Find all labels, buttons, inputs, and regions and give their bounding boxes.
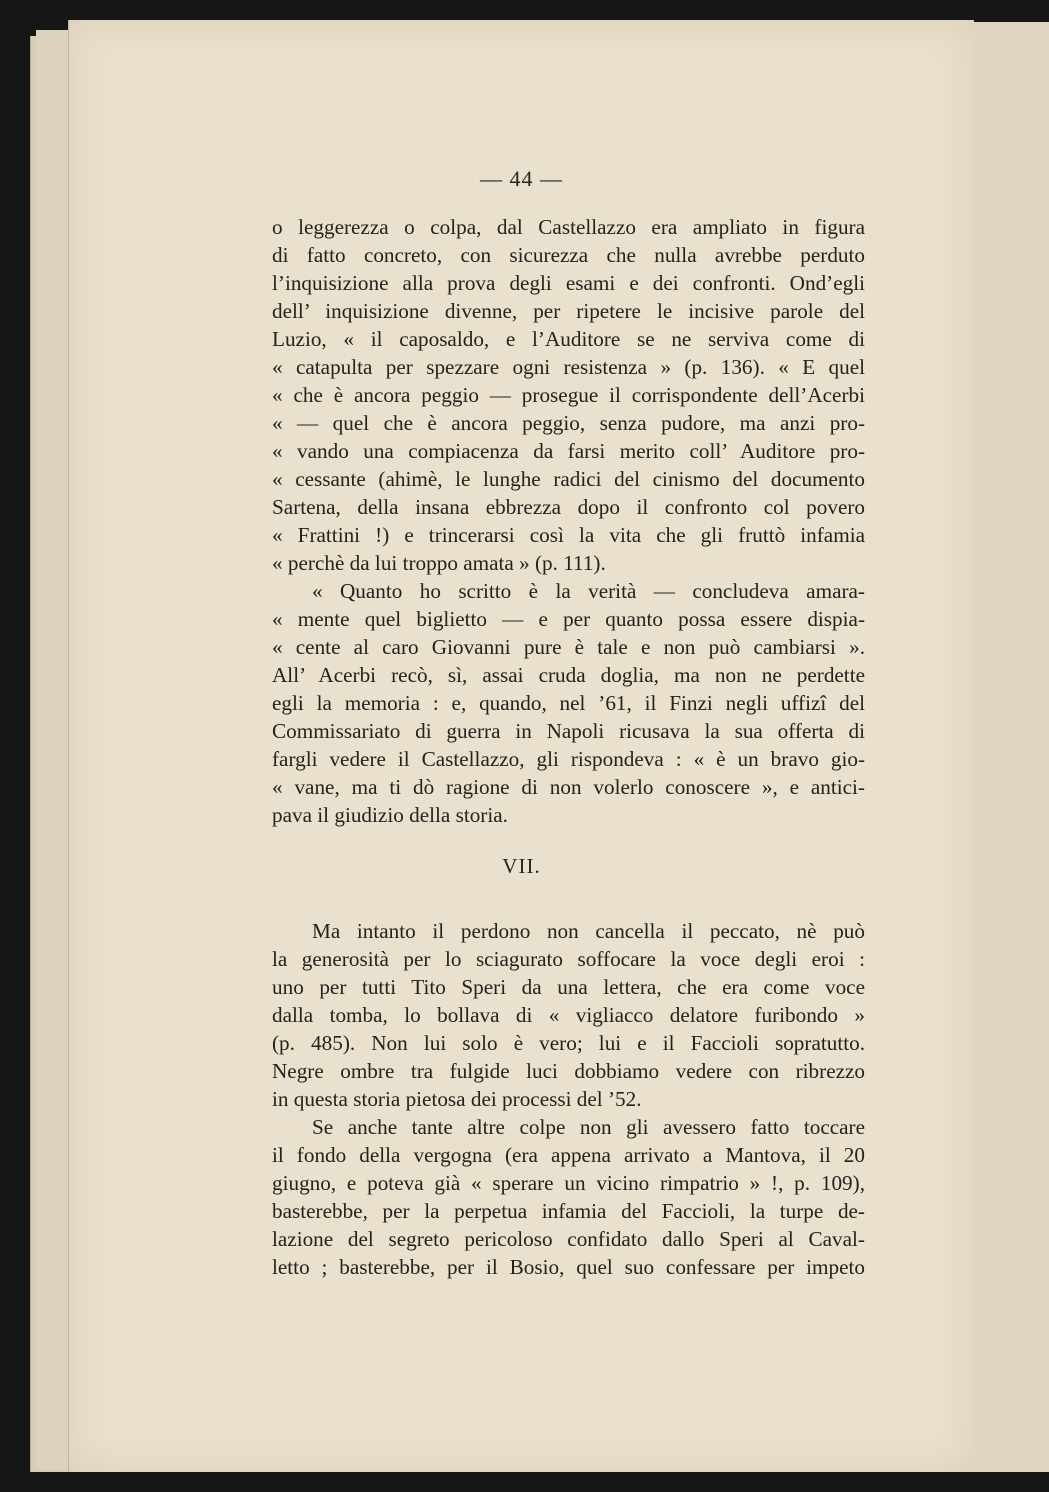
page-number: — 44 — (480, 166, 563, 191)
text-line: o leggerezza o colpa, dal Castellazzo era ampliato in figura (272, 215, 865, 239)
text-line: egli la memoria : e, quando, nel ’61, il Finzi negli uffizî del (272, 691, 865, 715)
text-line: « perchè da lui troppo amata » (p. 111). (272, 551, 606, 575)
text-line: basterebbe, per la perpetua infamia del Faccioli, la turpe de- (272, 1199, 865, 1223)
text-line: la generosità per lo sciagurato soffocare la voce degli eroi : (272, 947, 865, 971)
text-line: l’inquisizione alla prova degli esami e dei confronti. Ond’egli (272, 271, 865, 295)
text-line: « — quel che è ancora peggio, senza pudore, ma anzi pro- (272, 411, 865, 435)
text-line: di fatto concreto, con sicurezza che nulla avrebbe perduto (272, 243, 865, 267)
text-line: dalla tomba, lo bollava di « vigliacco delatore furibondo » (272, 1003, 865, 1027)
text-line: « Frattini !) e trincerarsi così la vita che gli fruttò infamia (272, 523, 865, 547)
text-line: « mente quel biglietto — e per quanto possa essere dispia- (272, 607, 865, 631)
text-block-1 (272, 213, 865, 829)
text-block-2 (272, 917, 865, 1281)
text-line: « cente al caro Giovanni pure è tale e non può cambiarsi ». (272, 635, 865, 659)
text-line: Sartena, della insana ebbrezza dopo il confronto col povero (272, 495, 865, 519)
text-line: « vando una compiacenza da farsi merito coll’ Auditore pro- (272, 439, 865, 463)
text-line: uno per tutti Tito Speri da una lettera, che era come voce (272, 975, 865, 999)
text-line: in questa storia pietosa dei processi del ’52. (272, 1087, 642, 1111)
text-line: (p. 485). Non lui solo è vero; lui e il Faccioli sopratutto. (272, 1031, 865, 1055)
section-heading: VII. (502, 854, 541, 878)
text-line: « che è ancora peggio — prosegue il corrispondente dell’Acerbi (272, 383, 865, 407)
text-line: Se anche tante altre colpe non gli avessero fatto toccare (312, 1115, 865, 1139)
text-line: Commissariato di guerra in Napoli ricusava la sua offerta di (272, 719, 865, 743)
text-line: « catapulta per spezzare ogni resistenza » (p. 136). « E quel (272, 355, 865, 379)
text-line: giugno, e poteva già « sperare un vicino rimpatrio » !, p. 109), (272, 1171, 865, 1195)
text-line: pava il giudizio della storia. (272, 803, 508, 827)
text-line: il fondo della vergogna (era appena arrivato a Mantova, il 20 (272, 1143, 865, 1167)
text-line: « cessante (ahimè, le lunghe radici del cinismo del documento (272, 467, 865, 491)
facing-page-edge (972, 22, 1049, 1472)
text-line: Negre ombre tra fulgide luci dobbiamo vedere con ribrezzo (272, 1059, 865, 1083)
book-page (68, 20, 974, 1472)
text-line: fargli vedere il Castellazzo, gli rispondeva : « è un bravo gio- (272, 747, 865, 771)
text-line: « Quanto ho scritto è la verità — concludeva amara- (312, 579, 865, 603)
text-line: « vane, ma ti dò ragione di non volerlo conoscere », e antici- (272, 775, 865, 799)
text-line: Ma intanto il perdono non cancella il peccato, nè può (312, 919, 865, 943)
text-line: lazione del segreto pericoloso confidato dallo Speri al Caval- (272, 1227, 865, 1251)
text-line: All’ Acerbi recò, sì, assai cruda doglia, ma non ne perdette (272, 663, 865, 687)
text-line: Luzio, « il caposaldo, e l’Auditore se ne serviva come di (272, 327, 865, 351)
text-line: dell’ inquisizione divenne, per ripetere le incisive parole del (272, 299, 865, 323)
text-line: letto ; basterebbe, per il Bosio, quel suo confessare per impeto (272, 1255, 865, 1279)
